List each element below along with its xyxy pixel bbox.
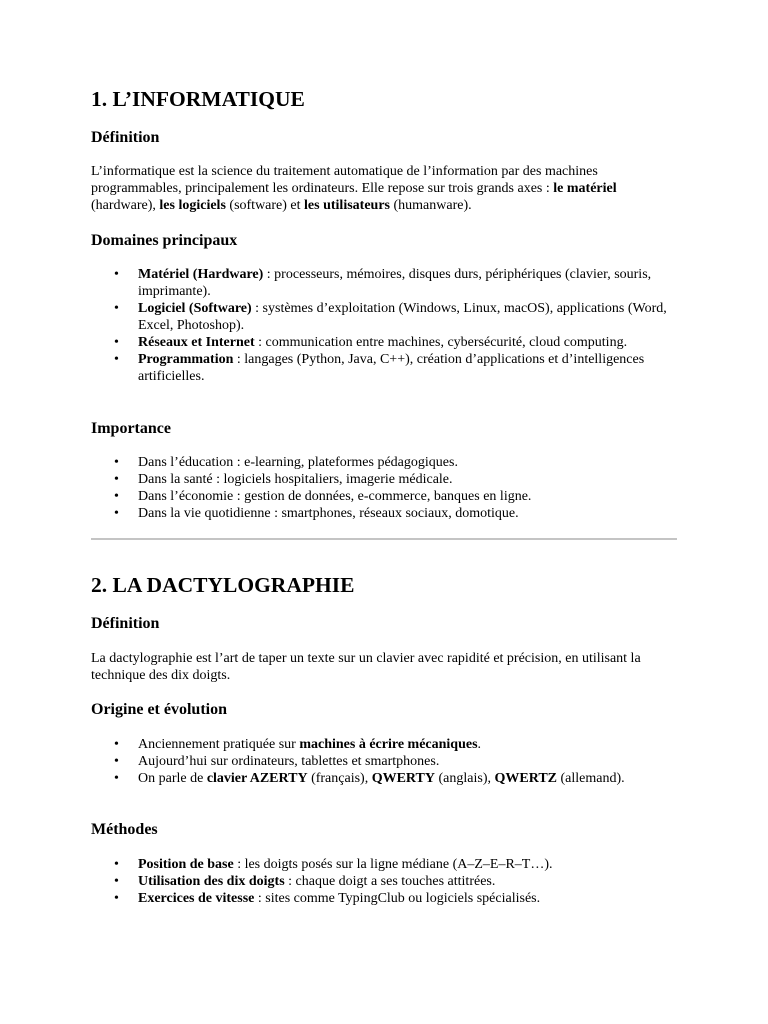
bold-text: Exercices de vitesse — [138, 891, 255, 906]
text-run: . — [477, 737, 482, 752]
importance-list — [91, 454, 677, 522]
text-run: : processeurs, mémoires, disques durs, périphériques (clavier, souris, imprimante). — [138, 267, 652, 299]
text-run: (allemand). — [557, 771, 625, 786]
list-item — [91, 736, 677, 753]
bold-text: Utilisation des dix doigts — [138, 874, 285, 889]
bold-text: les logiciels — [159, 198, 226, 213]
methods-heading: Méthodes — [91, 821, 158, 838]
text-run: Aujourd’hui sur ordinateurs, tablettes et smartphones. — [138, 754, 440, 769]
bold-text: le matériel — [553, 181, 617, 196]
list-item — [91, 334, 677, 351]
list-item — [91, 454, 677, 471]
section-divider — [91, 538, 677, 540]
text-run: Dans l’éducation : e-learning, plateformes pédagogiques. — [138, 455, 458, 470]
methods-list — [91, 856, 677, 907]
list-item — [91, 890, 677, 907]
text-run: On parle de — [138, 771, 207, 786]
bold-text: Position de base — [138, 857, 234, 872]
text-run: (humanware). — [390, 198, 472, 213]
text-run: (software) et — [225, 198, 305, 213]
text-run: Dans la vie quotidienne : smartphones, réseaux sociaux, domotique. — [138, 506, 519, 521]
list-item — [91, 753, 677, 770]
list-item — [91, 471, 677, 488]
text-run: : systèmes d’exploitation (Windows, Linux, macOS), applications (Word, Excel, Photoshop). — [138, 301, 667, 333]
text-run: Dans l’économie : gestion de données, e-commerce, banques en ligne. — [138, 489, 532, 504]
bold-text: Matériel (Hardware) — [138, 267, 264, 282]
text-run: (anglais), — [435, 771, 495, 786]
text-run: : sites comme TypingClub ou logiciels spécialisés. — [254, 891, 541, 906]
text-run: : chaque doigt a ses touches attitrées. — [284, 874, 496, 889]
domains-list — [91, 266, 677, 385]
list-item — [91, 873, 677, 890]
domains-heading: Domaines principaux — [91, 232, 238, 249]
bold-text: Logiciel (Software) — [138, 301, 252, 316]
text-run: (hardware), — [91, 198, 160, 213]
list-item — [91, 488, 677, 505]
text-run: L’informatique est la science du traitement automatique de l’information par des machines programmables, principalement les ordinateurs. Elle repose sur trois grands axes : — [91, 164, 598, 196]
list-item — [91, 770, 677, 787]
definition-heading: Définition — [91, 129, 160, 146]
text-run: : communication entre machines, cybersécurité, cloud computing. — [254, 335, 628, 350]
text-run: (français), — [307, 771, 372, 786]
list-item — [91, 351, 677, 385]
list-item — [91, 856, 677, 873]
origin-list — [91, 736, 677, 787]
bold-text: les utilisateurs — [304, 198, 390, 213]
bold-text: clavier AZERTY — [206, 771, 308, 786]
bold-text: QWERTY — [371, 771, 435, 786]
section-title-informatique: 1. L’INFORMATIQUE — [91, 87, 305, 111]
bold-text: machines à écrire mécaniques — [299, 737, 478, 752]
bold-text: QWERTZ — [494, 771, 558, 786]
list-item — [91, 505, 677, 522]
text-run: Dans la santé : logiciels hospitaliers, imagerie médicale. — [138, 472, 453, 487]
definition-paragraph — [91, 163, 681, 214]
text-run: : langages (Python, Java, C++), création d’applications et d’intelligences artificielles. — [138, 352, 645, 384]
text-run: Anciennement pratiquée sur — [138, 737, 300, 752]
importance-heading: Importance — [91, 420, 171, 437]
text-run: La dactylographie est l’art de taper un texte sur un clavier avec rapidité et précision, en utilisant la technique des dix doigts. — [91, 651, 641, 683]
definition-heading: Définition — [91, 615, 160, 632]
bold-text: Programmation — [138, 352, 234, 367]
definition-paragraph — [91, 650, 681, 684]
list-item — [91, 300, 677, 334]
text-run: : les doigts posés sur la ligne médiane (A–Z–E–R–T…). — [233, 857, 553, 872]
list-item — [91, 266, 677, 300]
origin-heading: Origine et évolution — [91, 701, 227, 718]
bold-text: Réseaux et Internet — [138, 335, 255, 350]
section-title-dactylographie: 2. LA DACTYLOGRAPHIE — [91, 573, 355, 597]
